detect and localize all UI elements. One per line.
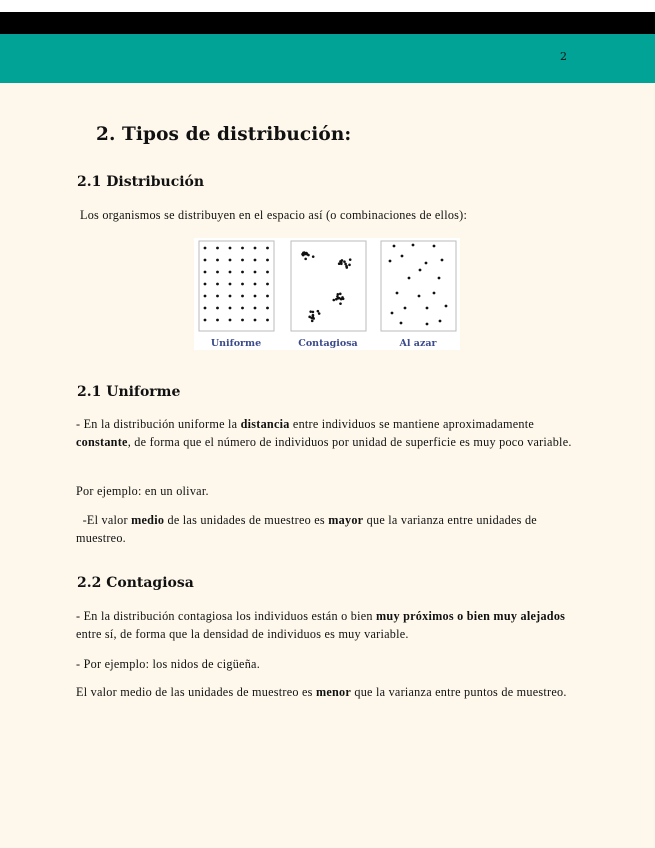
dot [408, 277, 411, 280]
dot [312, 317, 315, 320]
dot [339, 260, 342, 263]
dot [229, 307, 232, 310]
dot [401, 255, 404, 258]
dot [304, 258, 307, 261]
panel-al-azar [381, 241, 456, 331]
dot [241, 295, 244, 298]
dot [229, 259, 232, 262]
dot [254, 271, 257, 274]
dot [306, 253, 309, 256]
dot [309, 310, 312, 313]
dot [241, 247, 244, 250]
contagiosa-paragraph-3: El valor medio de las unidades de muestreo es menor que la varianza entre puntos de muestreo. [76, 685, 567, 699]
dot [204, 283, 207, 286]
dot [318, 312, 321, 315]
dot [348, 264, 351, 267]
panel-uniforme [199, 241, 274, 331]
dot [391, 312, 394, 315]
dot [311, 320, 314, 323]
dot [302, 252, 305, 255]
dot [312, 255, 315, 258]
dot [266, 259, 269, 262]
dot [317, 310, 320, 313]
dot [204, 319, 207, 322]
contagiosa-paragraph-1: - En la distribución contagiosa los individuos están o bien muy próximos o bien muy alejados entre sí, de forma que la densidad de individuos es muy variable. [76, 609, 566, 641]
dot [204, 259, 207, 262]
dot [266, 295, 269, 298]
dot [433, 245, 436, 248]
uniforme-paragraph-1: - En la distribución uniforme la distancia entre individuos se mantiene aproximadamente constante, de forma que el número de individuos por unidad de superficie es muy poco variable. [76, 417, 572, 449]
dot [216, 319, 219, 322]
dot [404, 307, 407, 310]
uniforme-paragraph-2: Por ejemplo: en un olivar. [76, 484, 209, 498]
dot [266, 319, 269, 322]
page-number: 2 [560, 50, 567, 63]
dot [266, 271, 269, 274]
dot [266, 307, 269, 310]
distribution-figure [194, 238, 460, 350]
dot [389, 260, 392, 263]
dot [254, 283, 257, 286]
dot [254, 307, 257, 310]
dot [204, 247, 207, 250]
dot [439, 320, 442, 323]
dot [338, 297, 341, 300]
dot [216, 295, 219, 298]
dot [339, 293, 342, 296]
label-contagiosa: Contagiosa [298, 338, 358, 349]
dot [433, 292, 436, 295]
dot [229, 247, 232, 250]
dot [340, 262, 343, 265]
dot [396, 292, 399, 295]
dot [341, 296, 344, 299]
dot [204, 307, 207, 310]
dot [345, 265, 348, 268]
dot [419, 269, 422, 272]
dot [343, 260, 346, 263]
dot [312, 311, 315, 314]
dot [241, 283, 244, 286]
dot [241, 259, 244, 262]
intro-text: Los organismos se distribuyen en el espacio así (o combinaciones de ellos): [80, 208, 468, 222]
dot [426, 323, 429, 326]
dot [349, 258, 352, 261]
dot [254, 259, 257, 262]
dot [412, 244, 415, 247]
dot [241, 307, 244, 310]
dot [441, 259, 444, 262]
dot [339, 302, 342, 305]
dot [204, 295, 207, 298]
heading-distribucion: 2.1 Distribución [77, 174, 205, 190]
heading-contagiosa: 2.2 Contagiosa [77, 575, 194, 591]
dot [216, 307, 219, 310]
dot [229, 283, 232, 286]
uniforme-paragraph-3: -El valor medio de las unidades de muestreo es mayor que la varianza entre unidades de muestreo. [76, 513, 541, 545]
dot [204, 271, 207, 274]
dot [438, 277, 441, 280]
heading-uniforme: 2.1 Uniforme [77, 384, 181, 400]
dot [266, 283, 269, 286]
contagiosa-paragraph-2: - Por ejemplo: los nidos de cigüeña. [76, 657, 260, 671]
dot [216, 271, 219, 274]
page-title: 2. Tipos de distribución: [96, 124, 352, 145]
dot [254, 319, 257, 322]
dot [229, 319, 232, 322]
distribution-diagram [194, 238, 460, 350]
dot [425, 262, 428, 265]
dot [254, 295, 257, 298]
dot [229, 295, 232, 298]
dot [241, 319, 244, 322]
label-uniforme: Uniforme [210, 338, 262, 349]
header-teal-band [0, 34, 655, 83]
dot [216, 283, 219, 286]
dot [332, 299, 335, 302]
dot [254, 247, 257, 250]
dot [216, 247, 219, 250]
label-al-azar: Al azar [399, 338, 437, 349]
dot [335, 298, 338, 301]
dot [426, 307, 429, 310]
dot [241, 271, 244, 274]
dot [337, 293, 340, 296]
dot [400, 322, 403, 325]
dot [418, 295, 421, 298]
dot [445, 305, 448, 308]
header-black-band [0, 12, 655, 34]
top-margin [0, 0, 655, 12]
dot [266, 247, 269, 250]
dot [393, 245, 396, 248]
dot [229, 271, 232, 274]
dot [216, 259, 219, 262]
